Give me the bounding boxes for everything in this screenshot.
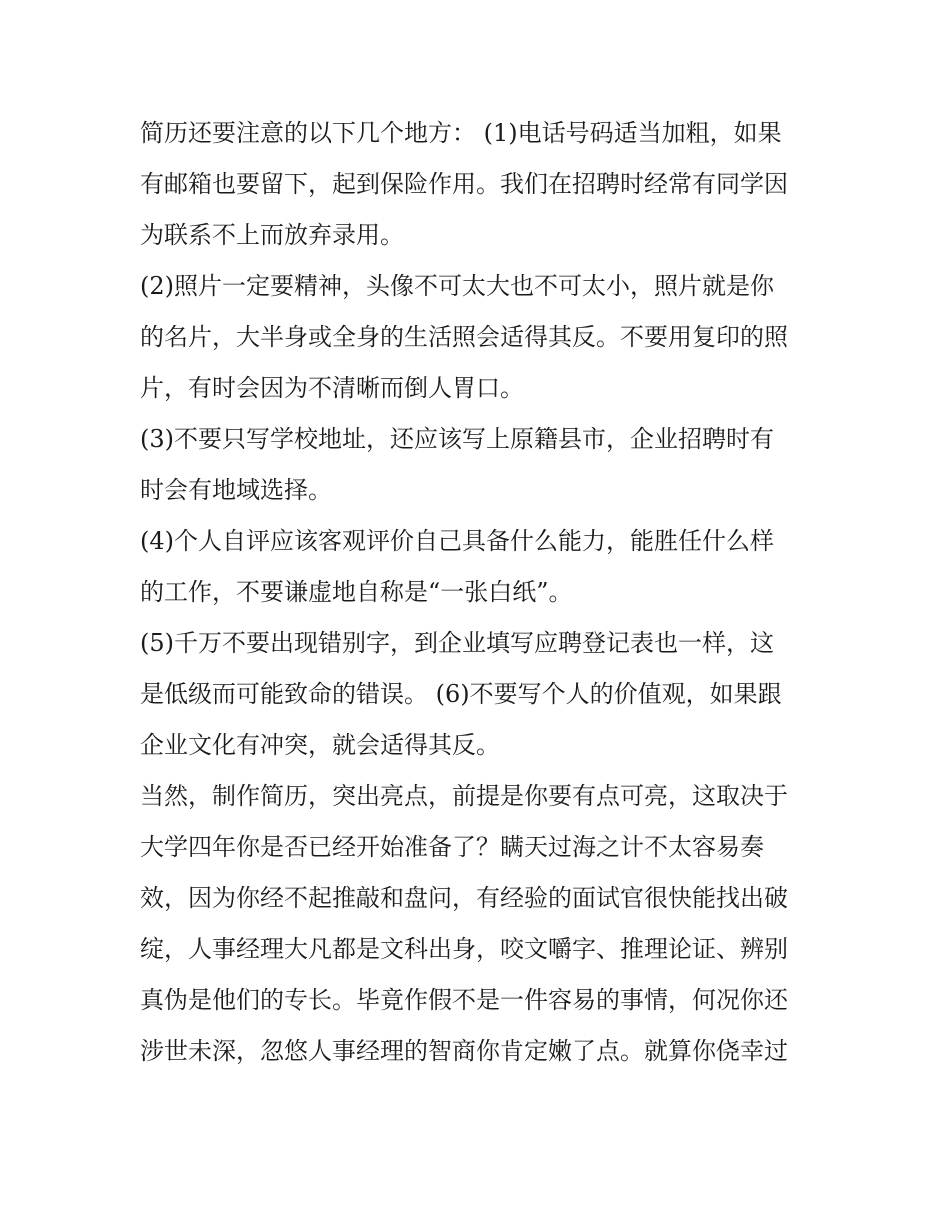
text-line: (3)不要只写学校地址，还应该写上原籍县市，企业招聘时有 <box>140 425 774 453</box>
text-line: 当然，制作简历，突出亮点，前提是你要有点可亮，这取决于 <box>140 782 788 810</box>
text-line: 效，因为你经不起推敲和盘问，有经验的面试官很快能找出破 <box>140 884 788 912</box>
text-line: 为联系不上而放弃录用。 <box>140 221 404 249</box>
text-line: 有邮箱也要留下，起到保险作用。我们在招聘时经常有同学因 <box>140 170 788 198</box>
text-line: 时会有地域选择。 <box>140 476 332 504</box>
text-line: 是低级而可能致命的错误。 (6)不要写个人的价值观，如果跟 <box>140 680 782 708</box>
document-body <box>140 108 820 1077</box>
text-line: (4)个人自评应该客观评价自己具备什么能力，能胜任什么样 <box>140 527 774 555</box>
text-line: 企业文化有冲突，就会适得其反。 <box>140 731 500 759</box>
text-line: 的工作，不要谦虚地自称是“一张白纸”。 <box>140 578 573 606</box>
text-line: (2)照片一定要精神，头像不可太大也不可太小，照片就是你 <box>140 272 774 300</box>
text-line: 的名片，大半身或全身的生活照会适得其反。不要用复印的照 <box>140 323 788 351</box>
text-line: 简历还要注意的以下几个地方： (1)电话号码适当加粗，如果 <box>140 119 782 147</box>
text-line: 涉世未深，忽悠人事经理的智商你肯定嫩了点。就算你侥幸过 <box>140 1037 788 1065</box>
text-line: (5)千万不要出现错别字，到企业填写应聘登记表也一样，这 <box>140 629 774 657</box>
text-line: 真伪是他们的专长。毕竟作假不是一件容易的事情，何况你还 <box>140 986 788 1014</box>
text-line: 大学四年你是否已经开始准备了？瞒天过海之计不太容易奏 <box>140 833 764 861</box>
text-line: 片，有时会因为不清晰而倒人胃口。 <box>140 374 524 402</box>
text-line: 绽，人事经理大凡都是文科出身，咬文嚼字、推理论证、辨别 <box>140 935 788 963</box>
